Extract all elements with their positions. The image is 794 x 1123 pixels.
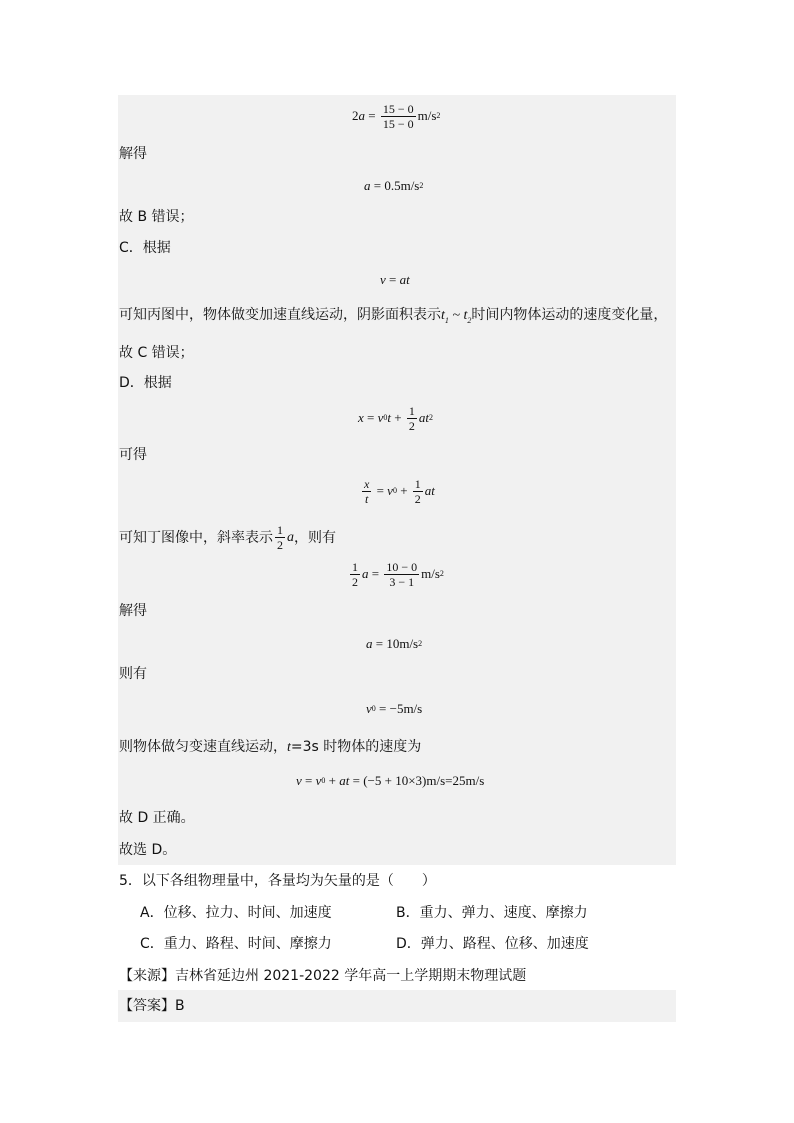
formula-8: $\frac{1}{2}$ a = $\frac{10 - 0}{3 - 1}$ m/s 2 [352, 559, 444, 589]
formula-11: v = v 0 + at = (−5 + 10×3)m/s=25m/s [296, 773, 485, 788]
option-a: A．位移、拉力、时间、加速度 [140, 905, 332, 921]
option-d: D．弹力、路程、位移、加速度 [396, 936, 589, 952]
text-d-correct: 故 D 正确。 [119, 810, 195, 826]
text-jiede-1: 解得 [119, 146, 147, 162]
text-d-basis: D．根据 [119, 375, 172, 391]
text-keyi: 可得 [119, 447, 147, 463]
text-d-explain: 可知丁图像中，斜率表示 $\frac{1}{2}$ a ，则有 [119, 523, 336, 552]
text-c-basis: C．根据 [119, 240, 171, 256]
question-source: 【来源】吉林省延边州 2021-2022 学年高一上学期期末物理试题 [119, 968, 527, 984]
formula-6: $\frac{x}{t}$ = v 0 + $\frac{1}{2}$ at [364, 476, 435, 506]
text-c-explain: 可知丙图中，物体做变加速直线运动，阴影面积表示$t_1$ ~ $t_2$时间内物体运动的速度变化量， [119, 307, 668, 325]
answer-block [118, 990, 676, 1022]
formula-10: v 0 = −5m/s [366, 701, 423, 716]
question-5-stem: 5．以下各组物理量中，各量均为矢量的是（ ） [119, 873, 436, 889]
option-c: C．重力、路程、时间、摩擦力 [140, 936, 332, 952]
formula-2: a = 0.5m/s 2 [364, 178, 424, 193]
option-b: B．重力、弹力、速度、摩擦力 [396, 905, 588, 921]
text-zeyou: 则有 [119, 666, 147, 682]
text-jiede-2: 解得 [119, 603, 147, 619]
formula-3: v = at [380, 272, 410, 287]
formula-9: a = 10m/s 2 [366, 636, 423, 651]
text-choose: 故选 D。 [119, 842, 177, 858]
text-c-wrong: 故 C 错误； [119, 345, 194, 361]
text-b-wrong: 故 B 错误； [119, 209, 194, 225]
question-answer: 【答案】B [119, 998, 185, 1014]
formula-1: 2 a = $\frac{15 - 0}{15 - 0}$ m/s 2 [352, 101, 441, 131]
text-d-motion: 则物体做匀变速直线运动，t=3s 时物体的速度为 [119, 739, 422, 755]
formula-5: x = v 0 t + $\frac{1}{2}$ at 2 [358, 403, 433, 433]
